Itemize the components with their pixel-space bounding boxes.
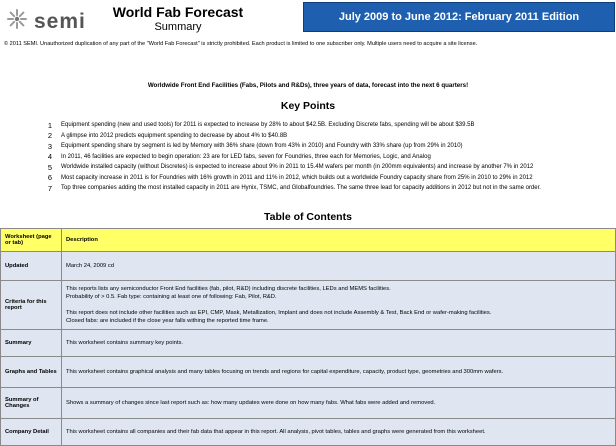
toc-description-line: Closed fabs: are included if the close year falls withing the reported time frame. (66, 318, 269, 324)
semi-logo-icon (4, 8, 34, 30)
key-point-number: 6 (47, 173, 53, 183)
key-point-text: In 2011, 46 facilities are expected to begin operation: 23 are for LED fabs, seven for Foundries, three each for Memories, Logic, and Analog (61, 153, 431, 160)
key-point-number: 7 (47, 183, 53, 193)
key-point (44, 120, 614, 131)
key-point-text: Equipment spending share by segment is led by Memory with 36% share (down from 43% in 2010) and Foundry with 33% share (up from 29% in 2010) (61, 143, 463, 150)
toc-row-company-detail (1, 419, 616, 446)
toc-header-worksheet: Worksheet (page or tab) (1, 229, 62, 252)
toc-description-line: This worksheet contains summary key points. (66, 340, 183, 346)
toc-description (62, 357, 616, 388)
key-point (44, 173, 614, 184)
key-point (44, 141, 614, 152)
toc-description (62, 252, 616, 281)
toc-worksheet-name[interactable]: Updated (1, 252, 62, 281)
semi-logo (4, 8, 94, 33)
toc-description (62, 281, 616, 330)
toc-row-criteria (1, 281, 616, 330)
toc-worksheet-name[interactable]: Criteria for this report (1, 281, 62, 330)
key-point-text: Worldwide installed capacity (without Discretes) is expected to increase about 9% in 2011 to 15.4M wafers per month (in 200mm equivalents) and increase by another 7% in 2012 (61, 164, 534, 171)
toc-description (62, 388, 616, 419)
report-scope: Worldwide Front End Facilities (Fabs, Pilots and R&Ds), three years of data, forecast into the next 6 quarters! (147, 82, 469, 89)
key-point-number: 1 (47, 120, 53, 130)
toc-description-line: Probability of > 0.5. Fab type: containing at least one of following: Fab, Pilot, R&D. (66, 294, 277, 300)
toc-description-line: Shows a summary of changes since last report such as: how many updates were done on how many fabs. What fabs were added and removed. (66, 400, 436, 406)
toc-description-spacer (66, 301, 611, 309)
key-point-text: Top three companies adding the most installed capacity in 2011 are Hynix, TSMC, and Globalfoundries. The same three lead for capacity additions in 2012 but not in the same order. (61, 185, 541, 192)
toc-row-summary (1, 330, 616, 357)
key-point-text: A glimpse into 2012 predicts equipment spending to decrease by about 4% to $40.8B (61, 132, 288, 139)
toc-description-line: This worksheet contains graphical analysis and many tables focusing on trends and regions for capital expenditure, capacity, product type, geometries and 300mm wafers. (66, 369, 504, 375)
key-point-number: 4 (47, 152, 53, 162)
report-title: World Fab Forecast (112, 4, 244, 20)
toc-worksheet-name[interactable]: Summary (1, 330, 62, 357)
toc-description-line: This worksheet contains all companies and their fab data that appear in this report. All analysis, pivot tables, tables and graphs were generated from this worksheet. (66, 429, 486, 435)
toc-header-row (1, 229, 616, 252)
toc-row-graphs (1, 357, 616, 388)
key-point (44, 152, 614, 163)
copyright-notice: © 2011 SEMI. Unauthorized duplication of any part of the "World Fab Forecast" is strictly prohibited. Each product is limited to one subscriber only. Multiple users need to acquire a site license. (4, 41, 478, 47)
toc-worksheet-name[interactable]: Summary of Changes (1, 388, 62, 419)
toc-header-description: Description (62, 229, 616, 252)
toc-worksheet-name[interactable]: Graphs and Tables (1, 357, 62, 388)
toc-table (0, 228, 616, 446)
key-point-number: 3 (47, 141, 53, 151)
toc-description (62, 330, 616, 357)
key-points-title: Key Points (280, 100, 336, 112)
key-point (44, 162, 614, 173)
toc-description-line: This report does not include other facilities such as EPI, CMP, Mask, Metallization, Implant and does not include Assembly & Test, Back End or wafer-making facilities. (66, 310, 492, 316)
toc-title: Table of Contents (264, 211, 352, 223)
toc-worksheet-name[interactable]: Company Detail (1, 419, 62, 446)
toc-description-line: This reports lists any semiconductor Front End facilities (fab, pilot, R&D) including discrete facilities, LEDs and MEMS facilities. (66, 286, 391, 292)
key-point (44, 183, 614, 194)
key-point-text: Equipment spending (new and used tools) for 2011 is expected to increase by 28% to about $42.5B. Excluding Discrete fabs, spending will be about $39.5B (61, 122, 475, 129)
toc-description (62, 419, 616, 446)
key-point-number: 2 (47, 131, 53, 141)
toc-row-changes (1, 388, 616, 419)
key-points-list (44, 120, 614, 194)
key-point (44, 131, 614, 142)
logo-text: semi (34, 10, 86, 33)
edition-banner: July 2009 to June 2012: February 2011 Edition (303, 2, 615, 32)
toc-row-updated (1, 252, 616, 281)
toc-description-line: March 24, 2009 cd (66, 263, 115, 269)
report-subtitle: Summary (154, 21, 202, 33)
key-point-text: Most capacity increase in 2011 is for Foundries with 16% growth in 2011 and 11% in 2012, which builds out a worldwide Foundry capacity share from 25% in 2010 to 29% in 2012 (61, 174, 533, 181)
key-point-number: 5 (47, 162, 53, 172)
